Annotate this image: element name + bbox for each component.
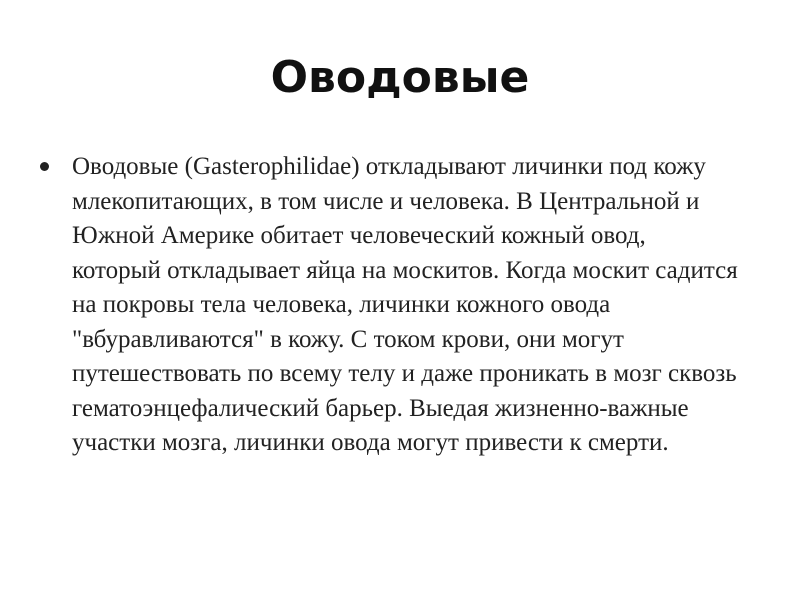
bullet-item bbox=[40, 150, 740, 461]
slide-title: Оводовые bbox=[270, 52, 530, 103]
bullet-dot-icon bbox=[40, 162, 49, 171]
bullet-list bbox=[40, 150, 740, 461]
bullet-text: Оводовые (Gasterophilidae) откладывают личинки под кожу млекопитающих, в том числе и человека. В Центральной и Южной Америке обитает человеческий кожный овод, который откладывает яйца на москитов. Когда москит садится на покровы тела человека, личинки кожного овода "вбуравливаются" в кожу. С током крови, они могут путешествовать по всему телу и даже проникать в мозг сквозь гематоэнцефалический барьер. Выедая жизненно-важные участки мозга, личинки овода могут привести к смерти. bbox=[72, 153, 738, 456]
